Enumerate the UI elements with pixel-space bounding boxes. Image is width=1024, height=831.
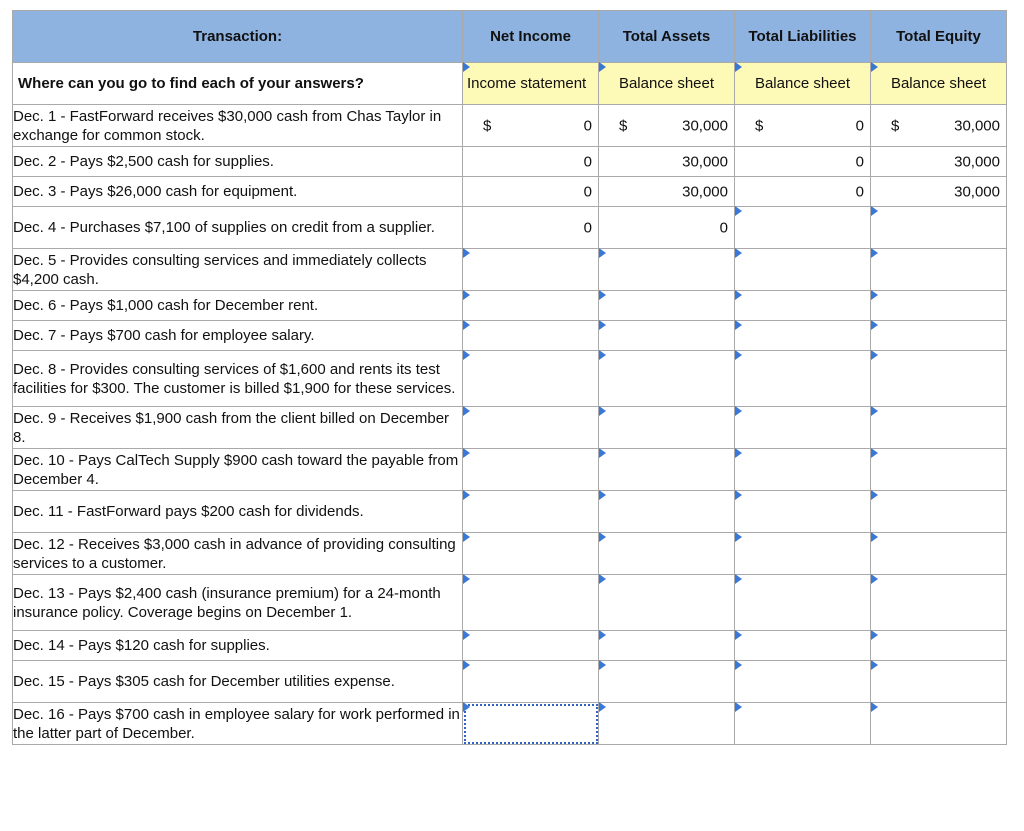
table-row xyxy=(13,661,1007,703)
amount-value: 30,000 xyxy=(682,153,728,170)
currency-symbol: $ xyxy=(483,117,492,134)
dropdown-indicator-icon xyxy=(463,248,470,258)
dropdown-indicator-icon xyxy=(871,448,878,458)
dropdown-indicator-icon xyxy=(871,290,878,300)
dropdown-indicator-icon xyxy=(599,248,606,258)
dropdown-indicator-icon xyxy=(871,350,878,360)
cell-total-liabilities[interactable] xyxy=(735,177,871,207)
cell-net-income[interactable] xyxy=(463,575,599,631)
dropdown-indicator-icon xyxy=(599,448,606,458)
cell-total-liabilities[interactable] xyxy=(735,249,871,291)
cell-total-equity[interactable] xyxy=(871,207,1007,249)
cell-total-equity[interactable] xyxy=(871,631,1007,661)
dropdown-indicator-icon xyxy=(463,290,470,300)
transaction-description: Dec. 2 - Pays $2,500 cash for supplies. xyxy=(13,147,463,177)
cell-total-equity[interactable] xyxy=(871,321,1007,351)
transaction-analysis-table xyxy=(12,10,1007,745)
cell-net-income[interactable] xyxy=(463,449,599,491)
cell-total-equity[interactable] xyxy=(871,147,1007,177)
source-total-assets[interactable] xyxy=(599,63,735,105)
table-row xyxy=(13,147,1007,177)
source-net-income[interactable] xyxy=(463,63,599,105)
cell-total-assets[interactable] xyxy=(599,575,735,631)
dropdown-indicator-icon xyxy=(599,320,606,330)
dropdown-indicator-icon xyxy=(599,660,606,670)
cell-total-liabilities[interactable] xyxy=(735,207,871,249)
cell-total-equity[interactable] xyxy=(871,291,1007,321)
source-total-assets-value: Balance sheet xyxy=(618,75,715,92)
cell-net-income[interactable] xyxy=(463,703,599,745)
dropdown-indicator-icon xyxy=(871,702,878,712)
source-total-liabilities[interactable] xyxy=(735,63,871,105)
cell-total-liabilities[interactable] xyxy=(735,105,871,147)
dropdown-indicator-icon xyxy=(463,406,470,416)
transaction-description: Dec. 11 - FastForward pays $200 cash for dividends. xyxy=(13,491,463,533)
cell-total-liabilities[interactable] xyxy=(735,491,871,533)
dropdown-indicator-icon xyxy=(463,320,470,330)
cell-net-income[interactable] xyxy=(463,207,599,249)
currency-symbol: $ xyxy=(619,117,628,134)
dropdown-indicator-icon xyxy=(735,448,742,458)
cell-net-income[interactable] xyxy=(463,177,599,207)
cell-total-liabilities[interactable] xyxy=(735,661,871,703)
dropdown-indicator-icon xyxy=(735,350,742,360)
amount-value: 0 xyxy=(855,183,864,200)
source-total-equity[interactable] xyxy=(871,63,1007,105)
amount-value: 30,000 xyxy=(954,183,1000,200)
table-row xyxy=(13,291,1007,321)
dropdown-indicator-icon xyxy=(735,630,742,640)
transaction-description: Dec. 15 - Pays $305 cash for December utilities expense. xyxy=(13,661,463,703)
table-row xyxy=(13,491,1007,533)
dropdown-indicator-icon xyxy=(463,532,470,542)
cell-net-income[interactable] xyxy=(463,407,599,449)
cell-total-equity[interactable] xyxy=(871,105,1007,147)
dropdown-indicator-icon xyxy=(735,660,742,670)
cell-total-assets[interactable] xyxy=(599,351,735,407)
dropdown-indicator-icon xyxy=(871,320,878,330)
dropdown-indicator-icon xyxy=(735,62,742,72)
source-total-equity-value: Balance sheet xyxy=(890,75,987,92)
amount-value: 0 xyxy=(719,219,728,236)
cell-total-equity[interactable] xyxy=(871,351,1007,407)
cell-total-liabilities[interactable] xyxy=(735,147,871,177)
transaction-description: Dec. 7 - Pays $700 cash for employee salary. xyxy=(13,321,463,351)
dropdown-indicator-icon xyxy=(871,532,878,542)
transaction-description: Dec. 14 - Pays $120 cash for supplies. xyxy=(13,631,463,661)
cell-total-assets[interactable] xyxy=(599,177,735,207)
cell-total-liabilities[interactable] xyxy=(735,321,871,351)
cell-total-liabilities[interactable] xyxy=(735,407,871,449)
dropdown-indicator-icon xyxy=(735,702,742,712)
cell-total-assets[interactable] xyxy=(599,207,735,249)
dropdown-indicator-icon xyxy=(735,320,742,330)
transaction-description: Dec. 10 - Pays CalTech Supply $900 cash toward the payable from December 4. xyxy=(13,449,463,491)
amount-value: 30,000 xyxy=(682,183,728,200)
table-row xyxy=(13,207,1007,249)
amount-value: 0 xyxy=(583,153,592,170)
cell-total-equity[interactable] xyxy=(871,449,1007,491)
amount-value: 0 xyxy=(583,219,592,236)
cell-net-income[interactable] xyxy=(463,631,599,661)
dropdown-indicator-icon xyxy=(735,406,742,416)
dropdown-indicator-icon xyxy=(871,406,878,416)
table-row xyxy=(13,351,1007,407)
transaction-description: Dec. 3 - Pays $26,000 cash for equipment. xyxy=(13,177,463,207)
table-row xyxy=(13,177,1007,207)
cell-net-income[interactable] xyxy=(463,533,599,575)
dropdown-indicator-icon xyxy=(735,532,742,542)
cell-total-equity[interactable] xyxy=(871,177,1007,207)
dropdown-indicator-icon xyxy=(871,62,878,72)
header-transaction: Transaction: xyxy=(13,11,463,63)
header-total-assets: Total Assets xyxy=(599,11,735,63)
cell-total-liabilities[interactable] xyxy=(735,351,871,407)
dropdown-indicator-icon xyxy=(735,290,742,300)
dropdown-indicator-icon xyxy=(599,62,606,72)
transaction-description: Dec. 5 - Provides consulting services and immediately collects $4,200 cash. xyxy=(13,249,463,291)
cell-total-assets[interactable] xyxy=(599,105,735,147)
table-row xyxy=(13,703,1007,745)
cell-total-liabilities[interactable] xyxy=(735,291,871,321)
cell-total-liabilities[interactable] xyxy=(735,575,871,631)
cell-total-assets[interactable] xyxy=(599,321,735,351)
dropdown-indicator-icon xyxy=(735,206,742,216)
table-row xyxy=(13,249,1007,291)
dropdown-indicator-icon xyxy=(599,490,606,500)
table-row xyxy=(13,631,1007,661)
dropdown-indicator-icon xyxy=(871,630,878,640)
header-row xyxy=(13,11,1007,63)
cell-total-liabilities[interactable] xyxy=(735,703,871,745)
cell-total-equity[interactable] xyxy=(871,575,1007,631)
amount-value: 0 xyxy=(583,117,592,134)
dropdown-indicator-icon xyxy=(463,702,470,712)
cell-total-liabilities[interactable] xyxy=(735,631,871,661)
cell-total-equity[interactable] xyxy=(871,249,1007,291)
header-net-income: Net Income xyxy=(463,11,599,63)
amount-value: 30,000 xyxy=(954,153,1000,170)
table-row xyxy=(13,575,1007,631)
dropdown-indicator-icon xyxy=(599,290,606,300)
cell-net-income[interactable] xyxy=(463,491,599,533)
source-net-income-value: Income statement xyxy=(467,75,587,92)
dropdown-indicator-icon xyxy=(463,660,470,670)
table-row xyxy=(13,321,1007,351)
cell-total-liabilities[interactable] xyxy=(735,449,871,491)
cell-net-income[interactable] xyxy=(463,105,599,147)
table-row xyxy=(13,407,1007,449)
header-total-equity: Total Equity xyxy=(871,11,1007,63)
cell-net-income[interactable] xyxy=(463,321,599,351)
transaction-description: Dec. 6 - Pays $1,000 cash for December rent. xyxy=(13,291,463,321)
dropdown-indicator-icon xyxy=(599,630,606,640)
transaction-description: Dec. 4 - Purchases $7,100 of supplies on credit from a supplier. xyxy=(13,207,463,249)
dropdown-indicator-icon xyxy=(871,490,878,500)
cell-total-assets[interactable] xyxy=(599,147,735,177)
cell-total-assets[interactable] xyxy=(599,661,735,703)
dropdown-indicator-icon xyxy=(463,630,470,640)
dropdown-indicator-icon xyxy=(871,206,878,216)
cell-net-income[interactable] xyxy=(463,291,599,321)
transaction-description: Dec. 16 - Pays $700 cash in employee salary for work performed in the latter part of December. xyxy=(13,703,463,745)
dropdown-indicator-icon xyxy=(599,406,606,416)
currency-symbol: $ xyxy=(891,117,900,134)
cell-total-equity[interactable] xyxy=(871,491,1007,533)
dropdown-indicator-icon xyxy=(599,574,606,584)
source-question: Where can you go to find each of your answers? xyxy=(13,63,463,105)
dropdown-indicator-icon xyxy=(599,702,606,712)
amount-value: 30,000 xyxy=(954,117,1000,134)
cell-total-assets[interactable] xyxy=(599,631,735,661)
cell-total-assets[interactable] xyxy=(599,407,735,449)
top-bar xyxy=(0,0,1024,8)
dropdown-indicator-icon xyxy=(463,350,470,360)
amount-value: 0 xyxy=(855,153,864,170)
dropdown-indicator-icon xyxy=(735,248,742,258)
currency-symbol: $ xyxy=(755,117,764,134)
dropdown-indicator-icon xyxy=(463,448,470,458)
dropdown-indicator-icon xyxy=(871,574,878,584)
amount-value: 30,000 xyxy=(682,117,728,134)
cell-net-income[interactable] xyxy=(463,147,599,177)
dropdown-indicator-icon xyxy=(463,490,470,500)
cell-total-liabilities[interactable] xyxy=(735,533,871,575)
dropdown-indicator-icon xyxy=(735,574,742,584)
transaction-description: Dec. 13 - Pays $2,400 cash (insurance premium) for a 24-month insurance policy. Coverage begins on December 1. xyxy=(13,575,463,631)
amount-value: 0 xyxy=(583,183,592,200)
table-row xyxy=(13,105,1007,147)
header-total-liabilities: Total Liabilities xyxy=(735,11,871,63)
cell-net-income[interactable] xyxy=(463,351,599,407)
table-row xyxy=(13,533,1007,575)
dropdown-indicator-icon xyxy=(871,248,878,258)
cell-total-equity[interactable] xyxy=(871,703,1007,745)
dropdown-indicator-icon xyxy=(463,62,470,72)
dropdown-indicator-icon xyxy=(463,574,470,584)
transaction-description: Dec. 9 - Receives $1,900 cash from the client billed on December 8. xyxy=(13,407,463,449)
dropdown-indicator-icon xyxy=(599,350,606,360)
transaction-description: Dec. 1 - FastForward receives $30,000 cash from Chas Taylor in exchange for common stock. xyxy=(13,105,463,147)
cell-total-assets[interactable] xyxy=(599,533,735,575)
table-row xyxy=(13,449,1007,491)
cell-total-assets[interactable] xyxy=(599,703,735,745)
cell-total-assets[interactable] xyxy=(599,449,735,491)
dropdown-indicator-icon xyxy=(871,660,878,670)
transaction-description: Dec. 8 - Provides consulting services of $1,600 and rents its test facilities for $300. The customer is billed $1,900 for these services. xyxy=(13,351,463,407)
dropdown-indicator-icon xyxy=(735,490,742,500)
cell-total-equity[interactable] xyxy=(871,533,1007,575)
cell-total-assets[interactable] xyxy=(599,491,735,533)
dropdown-indicator-icon xyxy=(599,532,606,542)
source-total-liabilities-value: Balance sheet xyxy=(754,75,851,92)
amount-value: 0 xyxy=(855,117,864,134)
source-row xyxy=(13,63,1007,105)
cell-total-equity[interactable] xyxy=(871,407,1007,449)
cell-total-assets[interactable] xyxy=(599,249,735,291)
transaction-description: Dec. 12 - Receives $3,000 cash in advance of providing consulting services to a customer. xyxy=(13,533,463,575)
cell-net-income[interactable] xyxy=(463,661,599,703)
cell-total-equity[interactable] xyxy=(871,661,1007,703)
cell-total-assets[interactable] xyxy=(599,291,735,321)
cell-net-income[interactable] xyxy=(463,249,599,291)
